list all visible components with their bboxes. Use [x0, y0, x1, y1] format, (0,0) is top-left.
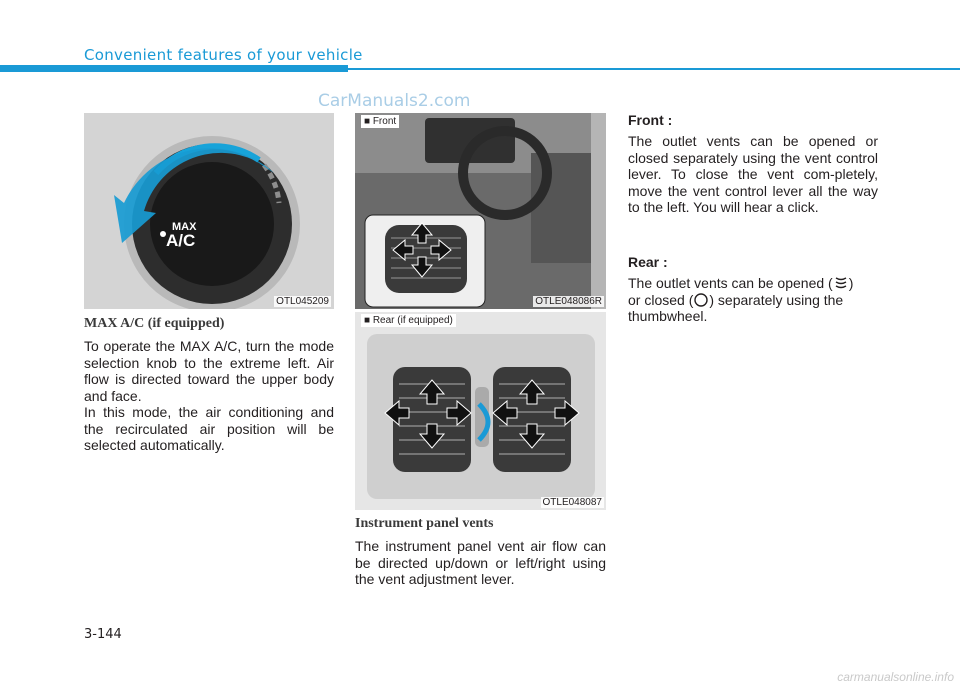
watermark: CarManuals2.com — [318, 91, 471, 111]
footer-watermark[interactable]: carmanualsonline.info — [837, 670, 954, 684]
rear-text-closed-rest: ) separately using the — [709, 291, 844, 308]
rear-text-closed: or closed ( — [628, 291, 694, 308]
header-accent-bar — [0, 65, 348, 72]
knob-ac-text: A/C — [166, 231, 196, 250]
knob-max-text: MAX — [172, 221, 197, 233]
front-vent-figure — [355, 113, 606, 309]
figure-code: OTLE048086R — [535, 296, 602, 307]
max-ac-heading: MAX A/C (if equipped) — [84, 316, 225, 331]
front-vent-illustration — [355, 113, 606, 309]
header-rule — [348, 68, 960, 70]
rear-vent-illustration — [355, 312, 606, 510]
vent-closed-icon — [693, 292, 709, 308]
max-ac-paragraph-2: In this mode, the air conditioning and the recirculated air position will be selected automatically. — [84, 404, 334, 453]
rear-paragraph — [628, 275, 878, 325]
rear-heading: Rear : — [628, 254, 668, 270]
rear-line-2 — [628, 292, 878, 309]
knob-illustration — [84, 113, 334, 309]
instrument-heading: Instrument panel vents — [355, 516, 494, 531]
front-paragraph: The outlet vents can be opened or closed separately using the vent control lever. To close the vent com-pletely, move the vent control lever all the way to the left. You will hear a click. — [628, 133, 878, 215]
page-number: 3-144 — [84, 627, 122, 642]
max-ac-paragraph-1: To operate the MAX A/C, turn the mode selection knob to the extreme left. Air flow is directed toward the upper body and face. — [84, 338, 334, 404]
section-title: Convenient features of your vehicle — [84, 46, 363, 64]
rear-line-3: thumbwheel. — [628, 308, 708, 324]
figure-code: OTLE048087 — [542, 497, 602, 508]
instrument-paragraph: The instrument panel vent air flow can be directed up/down or left/right using the vent adjustment lever. — [355, 538, 606, 587]
front-heading: Front : — [628, 112, 673, 128]
figure-code: OTL045209 — [276, 296, 329, 307]
front-figure-label: ■ Front — [361, 115, 399, 128]
knob-figure — [84, 113, 334, 309]
rear-line-1 — [628, 275, 878, 292]
vent-open-icon — [833, 275, 849, 291]
rear-text-open: The outlet vents can be opened ( — [628, 275, 833, 291]
rear-text-open-close: ) — [848, 275, 854, 291]
rear-figure-label: ■ Rear (if equipped) — [361, 314, 456, 327]
rear-vent-figure — [355, 312, 606, 510]
